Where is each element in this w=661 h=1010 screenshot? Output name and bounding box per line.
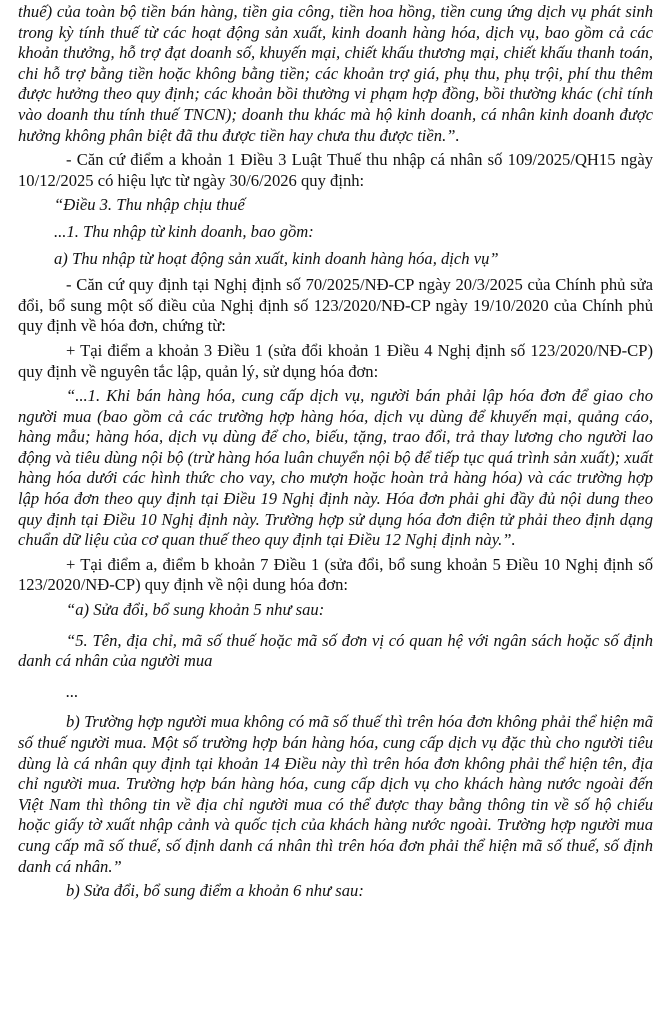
paragraph-buyer-no-tax-code: b) Trường hợp người mua không có mã số thuế thì trên hóa đơn không phải thể hiện mã số thuế người mua. Một số trường hợp bán hàng hóa, cung cấp dịch vụ đặc thù cho người tiêu dùng là cá nhân quy định tại khoản 14 Điều này thì trên hóa đơn không phải thể hiện tên, địa chỉ người mua. Trường hợp bán hàng hóa, cung cấp dịch vụ cho khách hàng nước ngoài đến Việt Nam thì thông tin về địa chỉ người mua có thể được thay bằng thông tin về số hộ chiếu hoặc giấy tờ xuất nhập cảnh và quốc tịch của khách hàng nước ngoài. Trường hợp người mua cung cấp mã số thuế, số định danh cá nhân thì trên hóa đơn phải thể hiện mã số thuế, số định danh cá nhân.” (18, 712, 653, 876)
paragraph-revenue-definition-continued: thuế) của toàn bộ tiền bán hàng, tiền gia công, tiền hoa hồng, tiền cung ứng dịch vụ phát sinh trong kỳ tính thuế từ các hoạt động sản xuất, kinh doanh hàng hóa, dịch vụ, bao gồm cả các khoản thưởng, hỗ trợ đạt doanh số, khuyến mại, chiết khấu thương mại, chiết khấu thanh toán, chi hỗ trợ bằng tiền hoặc không bằng tiền; các khoản trợ giá, phụ thu, phụ trội, phí thu thêm được hưởng theo quy định; các khoản bồi thường vi phạm hợp đồng, bồi thường khác (chỉ tính vào doanh thu tính thuế TNCN); doanh thu khác mà hộ kinh doanh, cá nhân kinh doanh được hưởng không phân biệt đã thu được tiền hay chưa thu được tiền.”. (18, 2, 653, 145)
paragraph-production-income: a) Thu nhập từ hoạt động sản xuất, kinh doanh hàng hóa, dịch vụ” (54, 248, 499, 268)
paragraph-article-3-title: “Điều 3. Thu nhập chịu thuế (54, 195, 245, 215)
paragraph-invoice-principles-quote: “...1. Khi bán hàng hóa, cung cấp dịch vụ, người bán phải lập hóa đơn để giao cho người mua (bao gồm cả các trường hợp hàng hóa, dịch vụ dùng để khuyến mại, quảng cáo, hàng mẫu; hàng hóa, dịch vụ dùng để cho, biếu, tặng, trao đổi, trả thay lương cho người lao động và tiêu dùng nội bộ (trừ hàng hóa luân chuyển nội bộ để tiếp tục quá trình sản xuất); xuất hàng hóa dưới các hình thức cho vay, cho mượn hoặc hoàn trả hàng hóa) và các trường hợp lập hóa đơn theo quy định tại Điều 19 Nghị định này. Hóa đơn phải ghi đầy đủ nội dung theo quy định tại Điều 10 Nghị định này. Trường hợp sử dụng hóa đơn điện tử phải theo định dạng chuẩn dữ liệu của cơ quan thuế theo quy định tại Điều 12 Nghị định này.”. (18, 386, 653, 550)
paragraph-pit-law-basis: - Căn cứ điểm a khoản 1 Điều 3 Luật Thuế thu nhập cá nhân số 109/2025/QH15 ngày 10/12/2025 có hiệu lực từ ngày 30/6/2026 quy định: (18, 150, 653, 190)
paragraph-invoice-content-ref: + Tại điểm a, điểm b khoản 7 Điều 1 (sửa đổi, bổ sung khoản 5 Điều 10 Nghị định số 123/2020/NĐ-CP) quy định về nội dung hóa đơn: (18, 554, 653, 595)
paragraph-amend-clause-5: “a) Sửa đổi, bổ sung khoản 5 như sau: (66, 600, 325, 620)
paragraph-buyer-info: “5. Tên, địa chỉ, mã số thuế hoặc mã số đơn vị có quan hệ với ngân sách hoặc số định danh cá nhân của người mua (18, 630, 653, 671)
paragraph-amend-clause-6: b) Sửa đổi, bổ sung điểm a khoản 6 như sau: (66, 881, 364, 901)
paragraph-invoice-principles-ref: + Tại điểm a khoản 3 Điều 1 (sửa đổi khoản 1 Điều 4 Nghị định số 123/2020/NĐ-CP) quy định về nguyên tắc lập, quản lý, sử dụng hóa đơn: (18, 340, 653, 381)
paragraph-business-income: ...1. Thu nhập từ kinh doanh, bao gồm: (54, 221, 314, 241)
paragraph-ellipsis: ... (66, 681, 79, 701)
paragraph-decree-70-basis: - Căn cứ quy định tại Nghị định số 70/2025/NĐ-CP ngày 20/3/2025 của Chính phủ sửa đổi, bổ sung một số điều của Nghị định số 123/2020/NĐ-CP ngày 19/10/2020 của Chính phủ quy định về hóa đơn, chứng từ: (18, 275, 653, 336)
